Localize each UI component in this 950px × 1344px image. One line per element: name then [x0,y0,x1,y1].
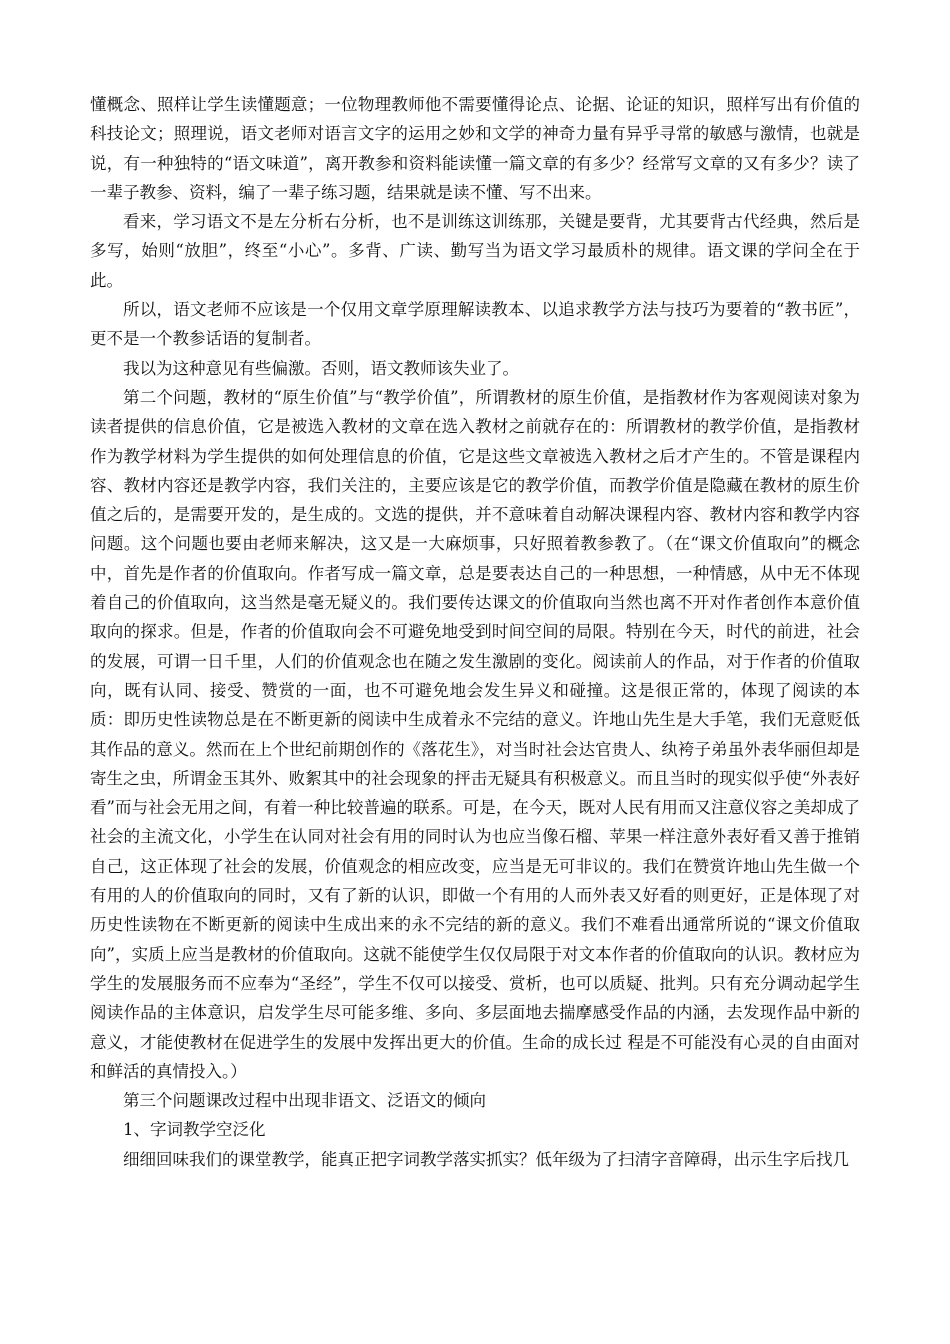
paragraph-6: 细细回味我们的课堂教学，能真正把字词教学落实抓实？低年级为了扫清字音障碍，出示生字后找几 [123,1149,849,1169]
paragraph-3: 所以，语文老师不应该是一个仅用文章学原理解读教本、以追求教学方法与技巧为要着的“教书匠”，更不是一个教参话语的复制者。 [90,300,860,349]
paragraph-5: 第二个问题，教材的“原生价值”与“教学价值”，所谓教材的原生价值，是指教材作为客观阅读对象为读者提供的信息价值，它是被选入教材的文章在选入教材之前就存在的：所谓教材的教学价值，是指教材作为教学材料为学生提供的如何处理信息的价值，它是这些文章被选入教材之后才产生的。不管是课程内容、教材内容还是教学内容，我们关注的，主要应该是它的教学价值，而教学价值是隐藏在教材的原生价值之后的，是需要开发的，是生成的。文选的提供，并不意味着自动解决课程内容、教材内容和教学内容问题。这个问题也要由老师来解决，这又是一大麻烦事，只好照着教参教了。（在“课文价值取向”的概念中，首先是作者的价值取向。作者写成一篇文章，总是要表达自己的一种思想，一种情感，从中无不体现着自己的价值取向，这当然是毫无疑义的。我们要传达课文的价值取向当然也离不开对作者创作本意价值取向的探求。但是，作者的价值取向会不可避免地受到时间空间的局限。特别在今天，时代的前进，社会的发展，可谓一日千里，人们的价值观念也在随之发生激剧的变化。阅读前人的作品，对于作者的价值取向，既有认同、接受、赞赏的一面，也不可避免地会发生异义和碰撞。这是很正常的，体现了阅读的本质：即历史性读物总是在不断更新的阅读中生成着永不完结的意义。许地山先生是大手笔，我们无意贬低其作品的意义。然而在上个世纪前期创作的《落花生》，对当时社会达官贵人、纨袴子弟虽外表华丽但却是寄生之虫，所谓金玉其外、败絮其中的社会现象的抨击无疑具有积极意义。而且当时的现实似乎使“外表好看”而与社会无用之间，有着一种比较普遍的联系。可是，在今天，既对人民有用而又注意仪容之美却成了社会的主流文化，小学生在认同对社会有用的同时认为也应当像石榴、苹果一样注意外表好看又善于推销自己，这正体现了社会的发展，价值观念的相应改变，应当是无可非议的。我们在赞赏许地山先生做一个有用的人的价值取向的同时，又有了新的认识，即做一个有用的人而外表又好看的则更好，正是体现了对历史性读物在不断更新的阅读中生成出来的永不完结的新的意义。我们不难看出通常所说的“课文价值取向”，实质上应当是教材的价值取向。这就不能使学生仅仅局限于对文本作者的价值取向的认识。教材应为学生的发展服务而不应奉为“圣经”，学生不仅可以接受、赏析，也可以质疑、批判。只有充分调动起学生阅读作品的主体意识，启发学生尽可能多维、多向、多层面地去揣摩感受作品的内涵，去发现作品中新的意义，才能使教材在促进学生的发展中发挥出更大的价值。生命的成长过 程是不可能没有心灵的自由面对和鲜活的真情投入。） [90,387,860,1081]
paragraph-2: 看来，学习语文不是左分析右分析，也不是训练这训练那，关键是要背，尤其要背古代经典，然后是多写，始则“放胆”，终至“小心”。多背、广读、勤写当为语文学习最质朴的规律。语文课的学问全在于此。 [90,212,860,290]
paragraph-4: 我以为这种意见有些偏激。否则，语文教师该失业了。 [123,358,519,378]
section-heading-3: 第三个问题课改过程中出现非语文、泛语文的倾向 [123,1091,486,1111]
subsection-heading-1: 1、字词教学空泛化 [123,1120,266,1140]
paragraph-1: 懂概念、照样让学生读懂题意；一位物理教师他不需要懂得论点、论据、论证的知识，照样写出有价值的科技论文；照理说，语文老师对语言文字的运用之妙和文学的神奇力量有异乎寻常的敏感与激情，也就是说，有一种独特的“语文味道”，离开教参和资料能读懂一篇文章的有多少？经常写文章的又有多少？读了一辈子教参、资料，编了一辈子练习题，结果就是读不懂、写不出来。 [90,95,860,202]
document-page [90,90,860,1174]
